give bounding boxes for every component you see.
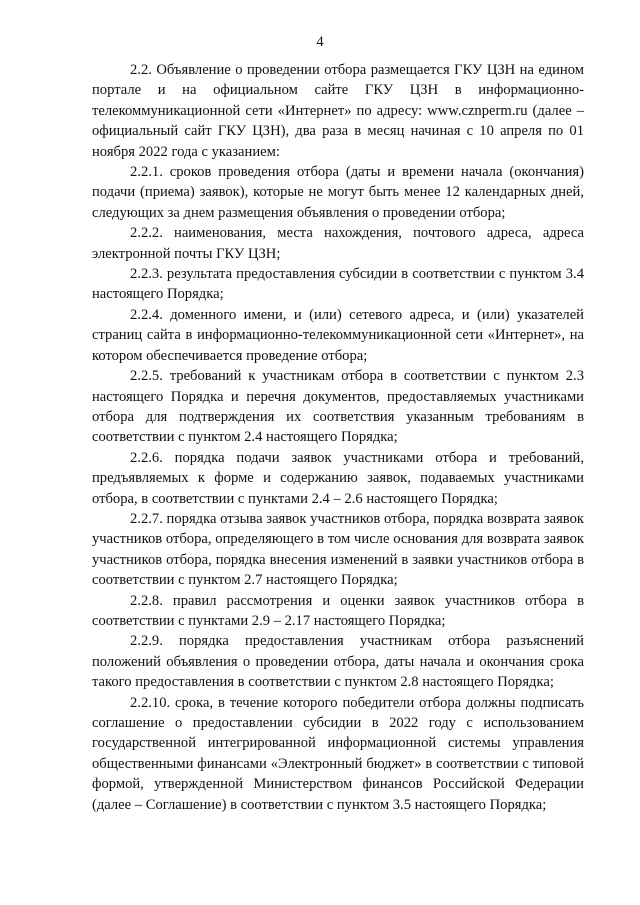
paragraph-2-2-3: 2.2.3. результата предоставления субсидии в соответствии с пунктом 3.4 настоящего Порядка; [92,266,584,303]
paragraph-2-2-9: 2.2.9. порядка предоставления участникам отбора разъяснений положений объявления о проведении отбора, даты начала и окончания срока такого предоставления в соответствии с пунктом 2.8 настоящего Порядка; [92,633,584,691]
paragraph-2-2-8: 2.2.8. правил рассмотрения и оценки заявок участников отбора в соответствии с пунктами 2.9 – 2.17 настоящего Порядка; [92,592,584,629]
paragraph-2-2-6: 2.2.6. порядка подачи заявок участниками отбора и требований, предъявляемых к форме и содержанию заявок, подаваемых участниками отбора, в соответствии с пунктами 2.4 – 2.6 настоящего Порядка; [92,449,584,507]
paragraph-2-2-7: 2.2.7. порядка отзыва заявок участников отбора, порядка возврата заявок участников отбора, определяющего в том числе основания для возврата заявок участников отбора, порядка внесения изменений в заявки участников отбора в соответствии с пунктом 2.7 настоящего Порядка; [92,510,584,589]
paragraph-2-2-5: 2.2.5. требований к участникам отбора в соответствии с пунктом 2.3 настоящего Порядка и перечня документов, предоставляемых участниками отбора для подтверждения их соответствия указанным требованиям в соответствии с пунктом 2.4 настоящего Порядка; [92,368,584,446]
paragraph-2-2-10: 2.2.10. срока, в течение которого победители отбора должны подписать соглашение о предоставлении субсидии в 2022 году с использованием государственной интегрированной информационной системы управления общественными финансами «Электронный бюджет» в соответствии с типовой формой, утвержденной Министерством финансов Российской Федерации (далее – Соглашение) в соответствии с пунктом 3.5 настоящего Порядка; [92,694,584,813]
paragraph-2-2-4: 2.2.4. доменного имени, и (или) сетевого адреса, и (или) указателей страниц сайта в информационно-телекоммуникационной сети «Интернет», на котором обеспечивается проведение отбора; [92,306,584,364]
paragraph-2-2-2: 2.2.2. наименования, места нахождения, почтового адреса, адреса электронной почты ГКУ ЦЗН; [92,225,584,262]
page-number: 4 [316,34,324,50]
document-body [92,60,584,815]
paragraph-2-2-1: 2.2.1. сроков проведения отбора (даты и времени начала (окончания) подачи (приема) заявок), которые не могут быть менее 12 календарных дней, следующих за днем размещения объявления о проведении отбора; [92,164,584,221]
paragraph-2-2: 2.2. Объявление о проведении отбора размещается ГКУ ЦЗН на едином портале и на официальном сайте ГКУ ЦЗН в информационно-телекоммуникационной сети «Интернет» по адресу: www.cznperm.ru (далее – официальный сайт ГКУ ЦЗН), два раза в месяц начиная с 10 апреля по 01 ноября 2022 года с указанием: [92,62,584,160]
